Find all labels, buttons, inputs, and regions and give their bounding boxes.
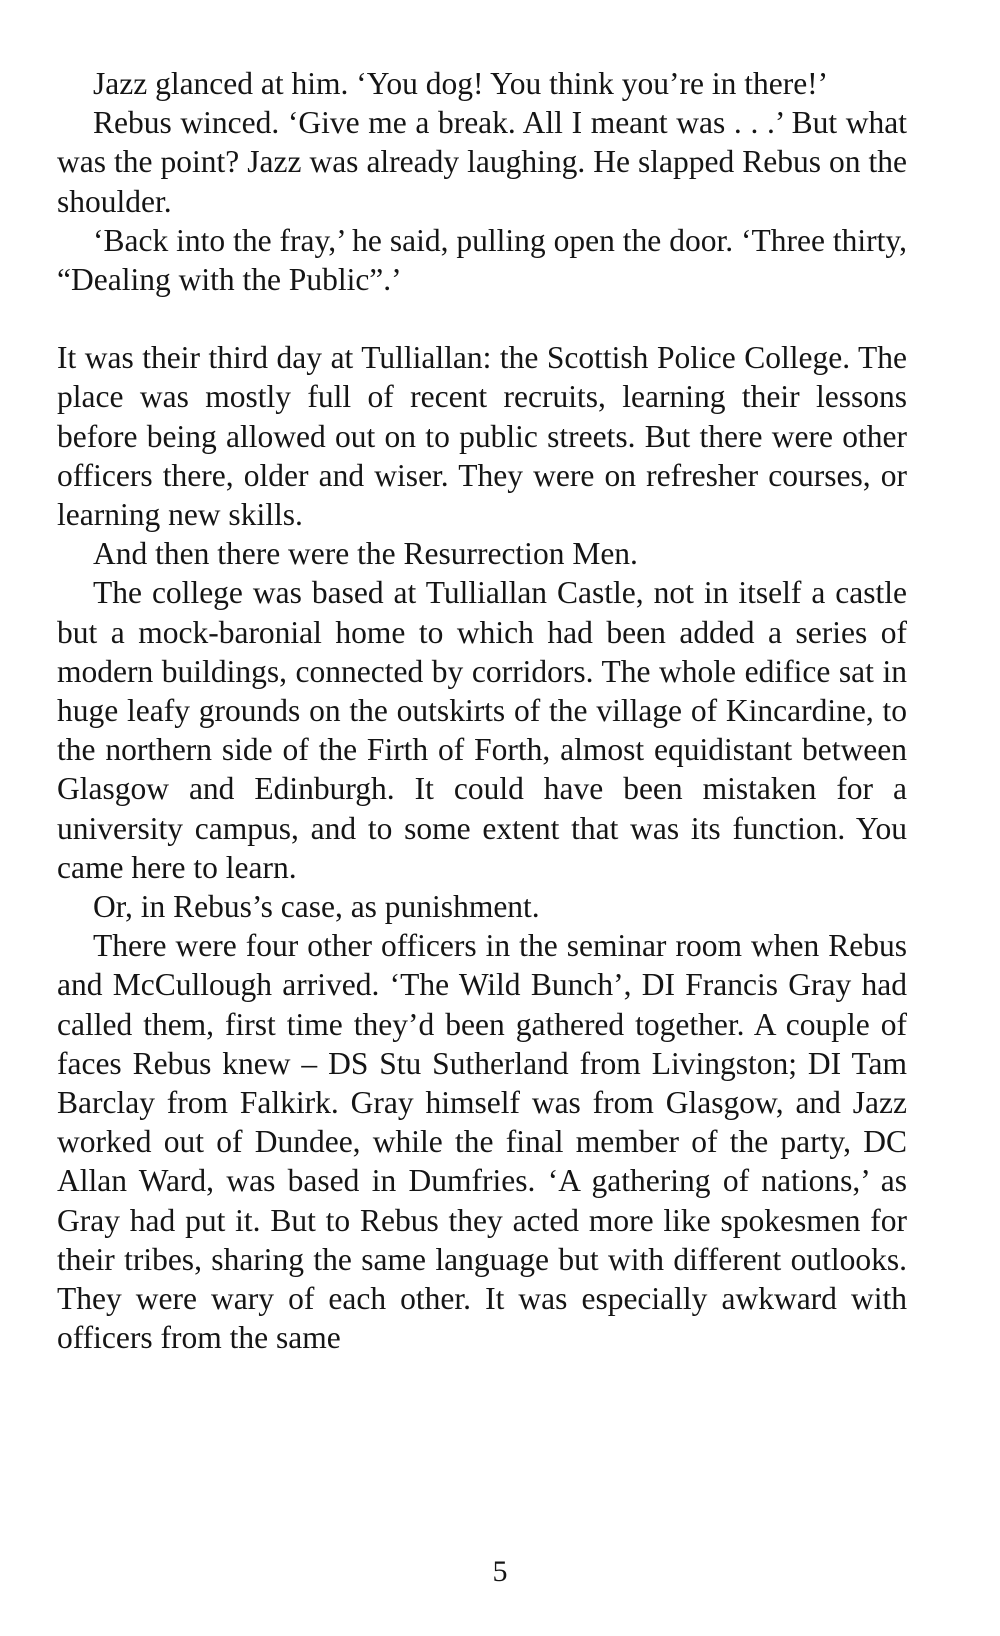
- paragraph: It was their third day at Tulliallan: the Scottish Police College. The place was mostly full of recent recruits, learning their lessons before being allowed out on to public streets. But there were other officers there, older and wiser. They were on refresher courses, or learning new skills.: [57, 340, 907, 533]
- paragraph: Jazz glanced at him. ‘You dog! You think you’re in there!’: [93, 66, 829, 101]
- page-body: [57, 64, 907, 1358]
- paragraph: And then there were the Resurrection Men.: [93, 536, 638, 572]
- paragraph: There were four other officers in the seminar room when Rebus and McCullough arrived. ‘The Wild Bunch’, DI Francis Gray had called them, first time they’d been gathered together. A couple of faces Rebus knew – DS Stu Sutherland from Livingston; DI Tam Barclay from Falkirk. Gray himself was from Glasgow, and Jazz worked out of Dundee, while the final member of the party, DC Allan Ward, was based in Dumfries. ‘A gathering of nations,’ as Gray had put it. But to Rebus they acted more like spokesmen for their tribes, sharing the same language but with different outlooks. They were wary of each other. It was especially awkward with officers from the same: [57, 928, 907, 1356]
- paragraph: Or, in Rebus’s case, as punishment.: [93, 889, 540, 925]
- paragraph: Rebus winced. ‘Give me a break. All I meant was . . .’ But what was the point? Jazz was already laughing. He slapped Rebus on the shoulder.: [57, 105, 907, 219]
- page-number: 5: [492, 1555, 508, 1588]
- section-break: [57, 299, 907, 338]
- paragraph: The college was based at Tulliallan Castle, not in itself a castle but a mock-baronial home to which had been added a series of modern buildings, connected by corridors. The whole edifice sat in huge leafy grounds on the outskirts of the village of Kincardine, to the northern side of the Firth of Forth, almost equidistant between Glasgow and Edinburgh. It could have been mistaken for a university campus, and to some extent that was its function. You came here to learn.: [57, 575, 907, 885]
- paragraph: ‘Back into the fray,’ he said, pulling open the door. ‘Three thirty, “Dealing with the Public”.’: [57, 222, 907, 298]
